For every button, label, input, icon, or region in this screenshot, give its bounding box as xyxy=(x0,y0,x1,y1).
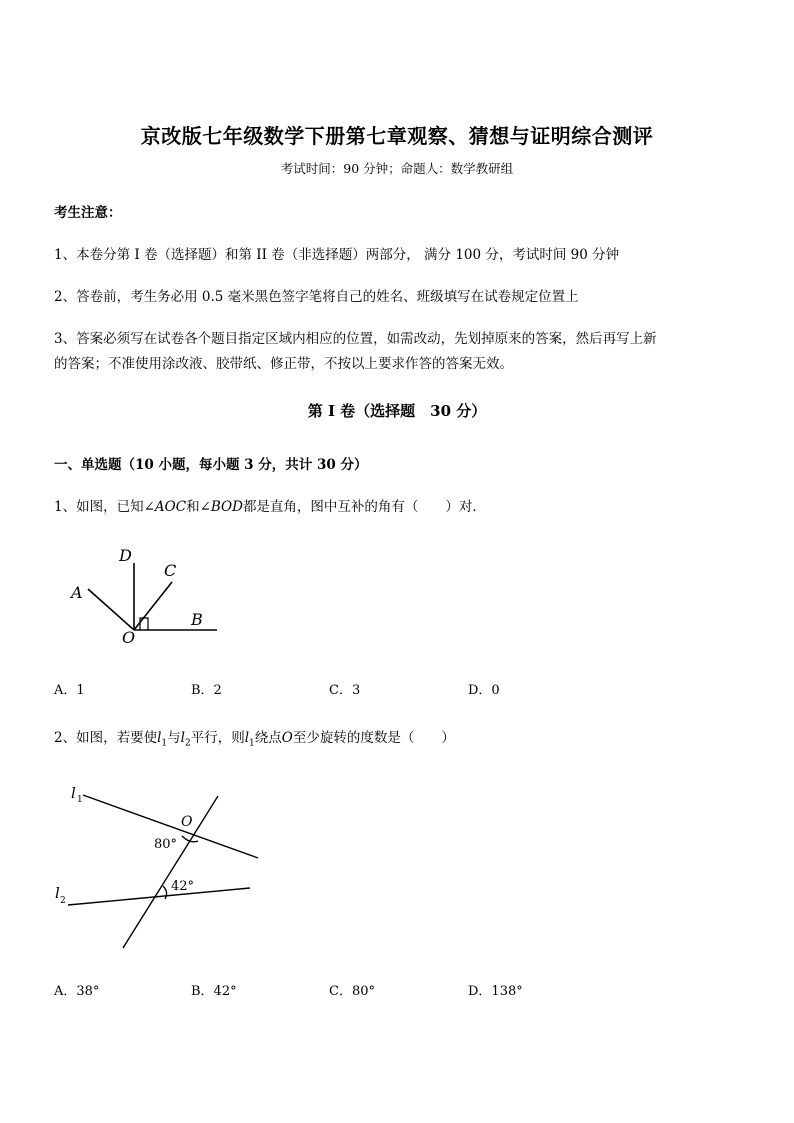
question-1-stem xyxy=(54,495,486,515)
q2-line-l1: l xyxy=(157,730,162,746)
label-l1-sub: 1 xyxy=(77,795,83,805)
q2-option-c[interactable]: C．80° xyxy=(329,984,375,999)
q1-option-c[interactable]: C．3 xyxy=(329,683,361,698)
q2-stem-suffix: 至少旋转的度数是（ ） xyxy=(292,730,455,746)
q2-stem-mid: 平行，则 xyxy=(190,730,245,746)
label-l2-sub: 2 xyxy=(60,896,66,906)
q1-option-d[interactable]: D．0 xyxy=(468,683,500,698)
q1-stem-suffix: 都是直角，图中互补的角有（ ）对． xyxy=(242,499,486,515)
angle-80-arc xyxy=(182,836,198,842)
document-title: 京改版七年级数学下册第七章观察、猜想与证明综合测评 xyxy=(140,124,654,148)
q2-stem-prefix: 2、如图，若要使 xyxy=(54,730,158,746)
label-angle-42: 42° xyxy=(171,879,195,894)
notes-heading: 考生注意： xyxy=(54,205,122,221)
label-angle-80: 80° xyxy=(154,837,178,852)
question-1-figure xyxy=(60,540,230,650)
label-o: O xyxy=(181,814,193,830)
angle-42-arc xyxy=(163,886,167,899)
q1-stem-prefix: 1、如图，已知 xyxy=(54,499,144,515)
q2-option-d[interactable]: D．138° xyxy=(468,984,523,999)
label-a: A xyxy=(71,583,83,602)
document-subtitle: 考试时间：90 分钟；命题人：数学教研组 xyxy=(280,161,514,176)
q2-line-l1-again-sub: 1 xyxy=(249,738,255,749)
label-l1: l xyxy=(71,784,76,802)
ray-oa xyxy=(88,589,134,630)
question-2-stem xyxy=(54,726,455,749)
q2-option-b[interactable]: B．42° xyxy=(191,984,237,999)
q2-stem-rot: 绕点 xyxy=(254,730,282,746)
section-title: 第 I 卷（选择题 30 分） xyxy=(307,402,487,420)
label-o: O xyxy=(122,628,136,647)
part-heading: 一、单选题（10 小题，每小题 3 分，共计 30 分） xyxy=(54,457,368,473)
q2-line-l2-sub: 2 xyxy=(184,738,191,749)
label-l2: l xyxy=(55,884,60,902)
q1-option-a[interactable]: A．1 xyxy=(54,683,85,698)
label-c: C xyxy=(164,561,177,580)
note-item-3-continued: 的答案；不准使用涂改液、胶带纸、修正带，不按以上要求作答的答案无效。 xyxy=(54,356,513,372)
label-d: D xyxy=(119,546,132,565)
q1-angle-bod: ∠BOD xyxy=(199,499,243,515)
q1-angle-aoc: ∠AOC xyxy=(143,499,187,515)
q2-line-l2: l xyxy=(180,730,185,746)
q2-line-l1-sub: 1 xyxy=(161,738,168,749)
q1-stem-mid: 和 xyxy=(186,499,200,515)
label-b: B xyxy=(191,610,203,629)
q2-point-o: O xyxy=(281,730,293,746)
q1-option-b[interactable]: B．2 xyxy=(191,683,222,698)
q2-line-l1-again: l xyxy=(244,730,250,746)
q2-option-a[interactable]: A．38° xyxy=(54,984,100,999)
q2-stem-with: 与 xyxy=(167,730,181,746)
note-item-3: 3、答案必须写在试卷各个题目指定区域内相应的位置，如需改动，先划掉原来的答案，然后再写上新 xyxy=(54,331,657,347)
question-2-figure xyxy=(50,778,270,958)
transversal-line xyxy=(123,796,218,948)
note-item-2: 2、答卷前，考生务必用 0.5 毫米黑色签字笔将自己的姓名、班级填写在试卷规定位置上 xyxy=(54,289,579,305)
note-item-1: 1、本卷分第 I 卷（选择题）和第 II 卷（非选择题）两部分， 满分 100 分，考试时间 90 分钟 xyxy=(54,247,620,263)
